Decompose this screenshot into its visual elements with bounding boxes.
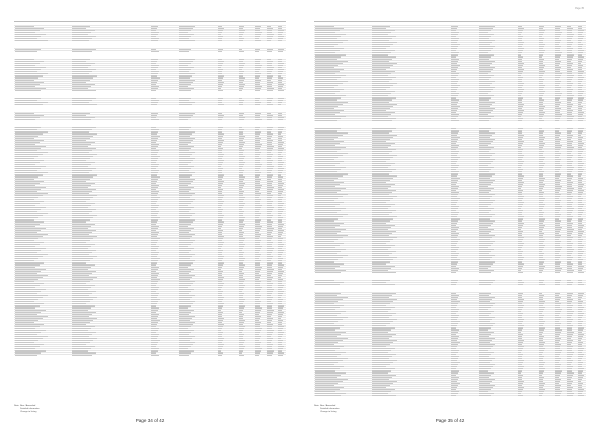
cell xyxy=(315,395,341,396)
cell xyxy=(567,395,573,396)
page-footer-note xyxy=(14,405,39,414)
cell xyxy=(267,355,272,356)
page-number: Page 34 of 42 xyxy=(135,418,165,423)
cell xyxy=(239,355,244,356)
cell xyxy=(479,395,491,396)
cell xyxy=(255,355,259,356)
cell xyxy=(151,355,159,356)
cell xyxy=(451,395,456,396)
table-body-left xyxy=(14,22,286,356)
cell xyxy=(278,355,283,356)
page-right xyxy=(300,0,600,424)
table-body-right xyxy=(314,22,586,397)
schedule-table-right xyxy=(314,17,586,397)
cell xyxy=(372,395,396,396)
table-row xyxy=(314,395,586,397)
cell xyxy=(218,355,222,356)
page-footer-note xyxy=(314,405,339,414)
footer-item: Change to listing xyxy=(20,411,37,413)
cell xyxy=(179,355,189,356)
page-number: Page 35 of 42 xyxy=(435,418,465,423)
cell xyxy=(578,395,584,396)
cell xyxy=(555,395,560,396)
footer-note: Note: New / Amended xyxy=(14,405,36,407)
footer-item: Detailed information xyxy=(320,408,340,410)
cell xyxy=(539,395,542,396)
page-header: Page 35 xyxy=(575,7,584,10)
footer-item: Change to listing xyxy=(320,411,337,413)
footer-item: Detailed information xyxy=(20,408,40,410)
schedule-table-left xyxy=(14,17,286,356)
cell xyxy=(518,395,523,396)
cell xyxy=(15,355,37,356)
footer-note: Note: New / Amended xyxy=(314,405,336,407)
cell xyxy=(72,355,92,356)
table-row xyxy=(14,354,286,356)
